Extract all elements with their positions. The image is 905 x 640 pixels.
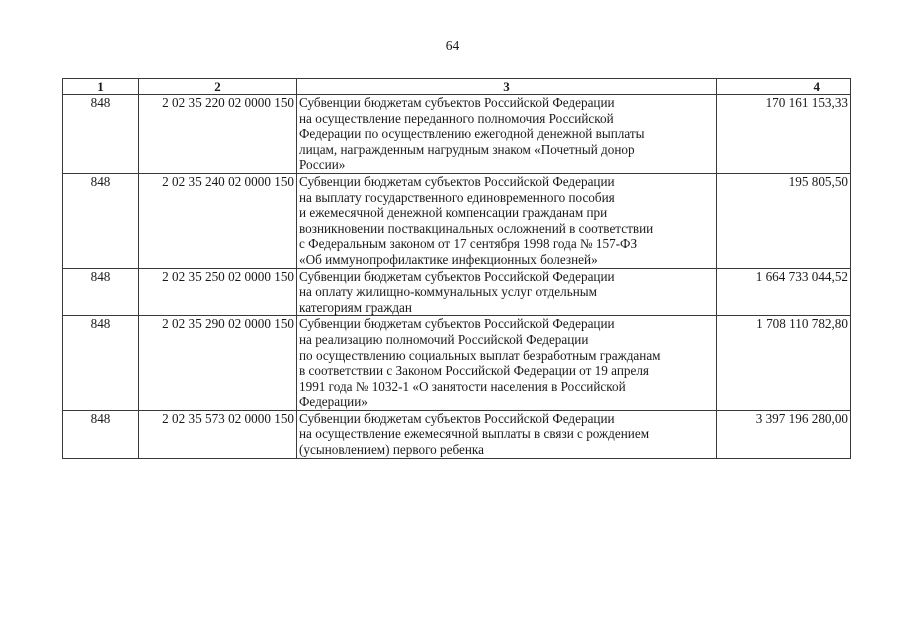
revenue-name-line: на выплату государственного единовременного пособия <box>299 189 615 205</box>
revenue-name-cell <box>297 410 717 458</box>
table-row <box>63 316 851 411</box>
revenue-name-line: с Федеральным законом от 17 сентября 1998 года № 157-ФЗ <box>299 236 638 252</box>
revenue-name-line: по осуществлению социальных выплат безработным гражданам <box>299 347 661 363</box>
header-row <box>63 79 851 95</box>
revenue-name-line: лицам, награжденным нагрудным знаком «Почетный донор <box>299 141 635 157</box>
column-header-3: 3 <box>297 79 717 95</box>
table-row <box>63 410 851 458</box>
amount-cell: 1 708 110 782,80 <box>717 316 851 411</box>
revenue-code-cell: 2 02 35 220 02 0000 150 <box>139 95 297 174</box>
revenue-name-line: Субвенции бюджетам субъектов Российской Федерации <box>299 173 615 189</box>
revenue-name-line: Федерации» <box>299 394 368 410</box>
revenue-name-line: Федерации по осуществлению ежегодной денежной выплаты <box>299 126 645 142</box>
table-row <box>63 268 851 316</box>
admin-code-cell: 848 <box>63 173 139 268</box>
revenue-code-cell: 2 02 35 573 02 0000 150 <box>139 410 297 458</box>
page-number: 64 <box>445 38 460 53</box>
revenue-name-line: на осуществление ежемесячной выплаты в связи с рождением <box>299 426 650 442</box>
column-header-4: 4 <box>717 79 851 95</box>
revenue-name-line: Субвенции бюджетам субъектов Российской Федерации <box>299 268 615 284</box>
budget-revenue-table <box>62 78 851 459</box>
revenue-code-cell: 2 02 35 250 02 0000 150 <box>139 268 297 316</box>
revenue-name-line: категориям граждан <box>299 299 412 315</box>
revenue-name-cell <box>297 173 717 268</box>
revenue-code-cell: 2 02 35 290 02 0000 150 <box>139 316 297 411</box>
table-row <box>63 95 851 174</box>
revenue-name-line: (усыновлением) первого ребенка <box>299 442 484 458</box>
amount-cell: 195 805,50 <box>717 173 851 268</box>
revenue-name-line: Субвенции бюджетам субъектов Российской Федерации <box>299 316 615 332</box>
revenue-name-line: на оплату жилищно-коммунальных услуг отдельным <box>299 284 597 300</box>
amount-cell: 170 161 153,33 <box>717 95 851 174</box>
revenue-name-line: «Об иммунопрофилактике инфекционных болезней» <box>299 251 598 267</box>
amount-cell: 3 397 196 280,00 <box>717 410 851 458</box>
revenue-name-cell <box>297 268 717 316</box>
revenue-name-line: на осуществление переданного полномочия Российской <box>299 110 614 126</box>
revenue-name-line: Субвенции бюджетам субъектов Российской Федерации <box>299 95 615 110</box>
admin-code-cell: 848 <box>63 410 139 458</box>
revenue-name-line: 1991 года № 1032-1 «О занятости населения в Российской <box>299 378 626 394</box>
revenue-name-cell <box>297 95 717 174</box>
revenue-name-line: Субвенции бюджетам субъектов Российской Федерации <box>299 410 615 426</box>
table-body <box>63 95 851 459</box>
table-header <box>63 79 851 95</box>
revenue-name-line: в соответствии с Законом Российской Федерации от 19 апреля <box>299 363 649 379</box>
admin-code-cell: 848 <box>63 95 139 174</box>
revenue-code-cell: 2 02 35 240 02 0000 150 <box>139 173 297 268</box>
revenue-name-line: России» <box>299 157 346 173</box>
column-header-2: 2 <box>139 79 297 95</box>
revenue-name-line: на реализацию полномочий Российской Федерации <box>299 331 589 347</box>
table-row <box>63 173 851 268</box>
column-header-1: 1 <box>63 79 139 95</box>
revenue-name-cell <box>297 316 717 411</box>
admin-code-cell: 848 <box>63 316 139 411</box>
revenue-name-line: и ежемесячной денежной компенсации гражданам при <box>299 205 608 221</box>
admin-code-cell: 848 <box>63 268 139 316</box>
revenue-name-line: возникновении поствакцинальных осложнений в соответствии <box>299 220 654 236</box>
amount-cell: 1 664 733 044,52 <box>717 268 851 316</box>
